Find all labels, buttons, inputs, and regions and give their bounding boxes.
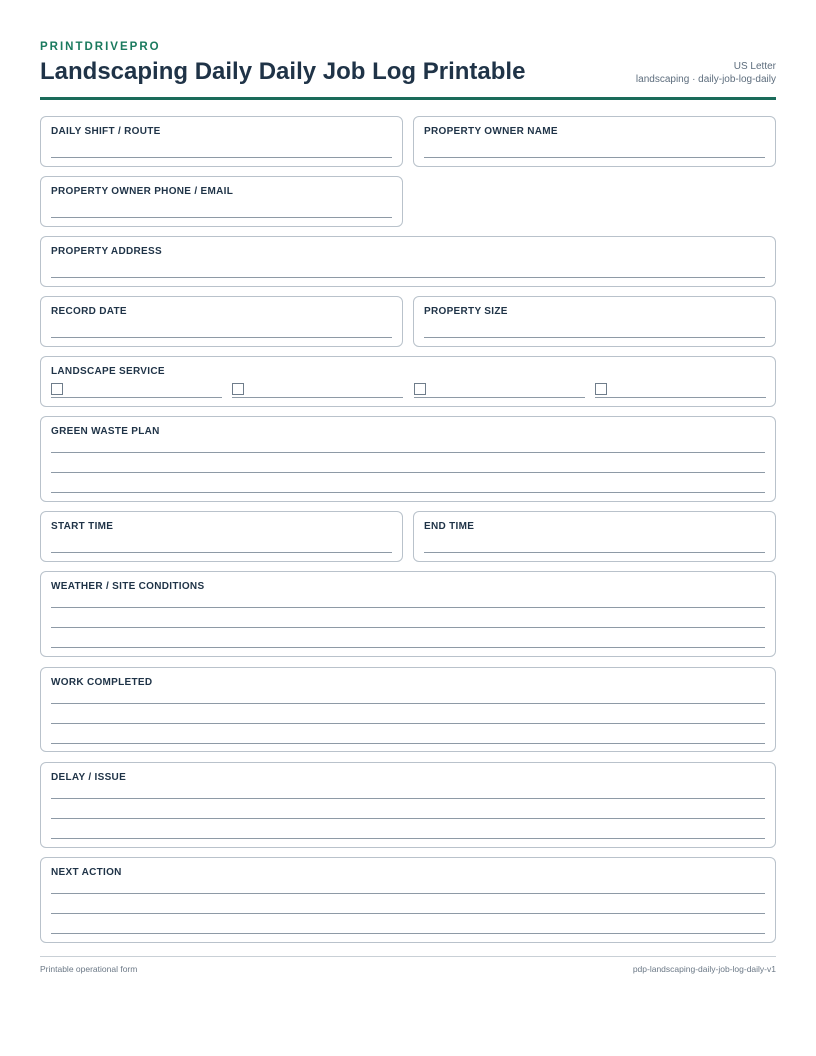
write-line[interactable] bbox=[51, 703, 765, 704]
write-line[interactable] bbox=[51, 798, 765, 799]
service-option-1[interactable] bbox=[51, 383, 222, 398]
field-label: WEATHER / SITE CONDITIONS bbox=[51, 581, 205, 592]
write-line[interactable] bbox=[232, 397, 403, 398]
write-line[interactable] bbox=[51, 607, 765, 608]
checkbox[interactable] bbox=[595, 383, 607, 395]
field-next-action[interactable] bbox=[40, 857, 776, 943]
write-line[interactable] bbox=[51, 893, 765, 894]
footer-form-id: pdp-landscaping-daily-job-log-daily-v1 bbox=[632, 964, 776, 974]
field-property-address[interactable] bbox=[40, 236, 776, 287]
header-divider bbox=[40, 97, 776, 100]
write-line[interactable] bbox=[51, 552, 392, 553]
field-label: RECORD DATE bbox=[51, 306, 127, 317]
footer-divider bbox=[40, 956, 776, 957]
field-label: START TIME bbox=[51, 521, 114, 532]
page-tags: landscaping · daily-job-log-daily bbox=[635, 74, 776, 85]
write-line[interactable] bbox=[51, 647, 765, 648]
write-line[interactable] bbox=[414, 397, 585, 398]
paper-size: US Letter bbox=[733, 61, 776, 72]
write-line[interactable] bbox=[51, 838, 765, 839]
brand-name: PRINTDRIVEPRO bbox=[40, 41, 161, 53]
write-line[interactable] bbox=[51, 277, 765, 278]
field-record-date[interactable] bbox=[40, 296, 403, 347]
field-label: PROPERTY OWNER NAME bbox=[424, 126, 558, 137]
field-delay-issue[interactable] bbox=[40, 762, 776, 848]
checkbox[interactable] bbox=[51, 383, 63, 395]
field-label: PROPERTY OWNER PHONE / EMAIL bbox=[51, 186, 234, 197]
write-line[interactable] bbox=[51, 913, 765, 914]
field-work-completed[interactable] bbox=[40, 667, 776, 752]
field-label: NEXT ACTION bbox=[51, 867, 122, 878]
write-line[interactable] bbox=[51, 818, 765, 819]
service-option-2[interactable] bbox=[232, 383, 403, 398]
write-line[interactable] bbox=[51, 397, 222, 398]
page-title: Landscaping Daily Daily Job Log Printable bbox=[40, 58, 526, 85]
field-label: DELAY / ISSUE bbox=[51, 772, 127, 783]
write-line[interactable] bbox=[51, 157, 392, 158]
field-label: END TIME bbox=[424, 521, 475, 532]
field-label: DAILY SHIFT / ROUTE bbox=[51, 126, 161, 137]
write-line[interactable] bbox=[51, 743, 765, 744]
field-end-time[interactable] bbox=[413, 511, 776, 562]
write-line[interactable] bbox=[51, 492, 765, 493]
write-line[interactable] bbox=[51, 472, 765, 473]
field-label: GREEN WASTE PLAN bbox=[51, 426, 160, 437]
write-line[interactable] bbox=[51, 217, 392, 218]
write-line[interactable] bbox=[51, 627, 765, 628]
page-meta bbox=[636, 60, 776, 86]
field-green-waste-plan[interactable] bbox=[40, 416, 776, 502]
checkbox[interactable] bbox=[414, 383, 426, 395]
footer-left-text: Printable operational form bbox=[40, 964, 138, 974]
field-start-time[interactable] bbox=[40, 511, 403, 562]
write-line[interactable] bbox=[424, 337, 765, 338]
field-property-owner-contact[interactable] bbox=[40, 176, 403, 227]
write-line[interactable] bbox=[51, 723, 765, 724]
write-line[interactable] bbox=[424, 552, 765, 553]
write-line[interactable] bbox=[51, 933, 765, 934]
write-line[interactable] bbox=[424, 157, 765, 158]
checkbox[interactable] bbox=[232, 383, 244, 395]
write-line[interactable] bbox=[51, 337, 392, 338]
field-label: PROPERTY ADDRESS bbox=[51, 246, 162, 257]
write-line[interactable] bbox=[51, 452, 765, 453]
field-label: LANDSCAPE SERVICE bbox=[51, 366, 165, 377]
service-option-4[interactable] bbox=[595, 383, 766, 398]
field-label: WORK COMPLETED bbox=[51, 677, 153, 688]
field-daily-shift-route[interactable] bbox=[40, 116, 403, 167]
service-option-3[interactable] bbox=[414, 383, 585, 398]
field-property-owner-name[interactable] bbox=[413, 116, 776, 167]
field-label: PROPERTY SIZE bbox=[424, 306, 508, 317]
field-property-size[interactable] bbox=[413, 296, 776, 347]
field-landscape-service bbox=[40, 356, 776, 407]
write-line[interactable] bbox=[595, 397, 766, 398]
field-weather-site-conditions[interactable] bbox=[40, 571, 776, 657]
